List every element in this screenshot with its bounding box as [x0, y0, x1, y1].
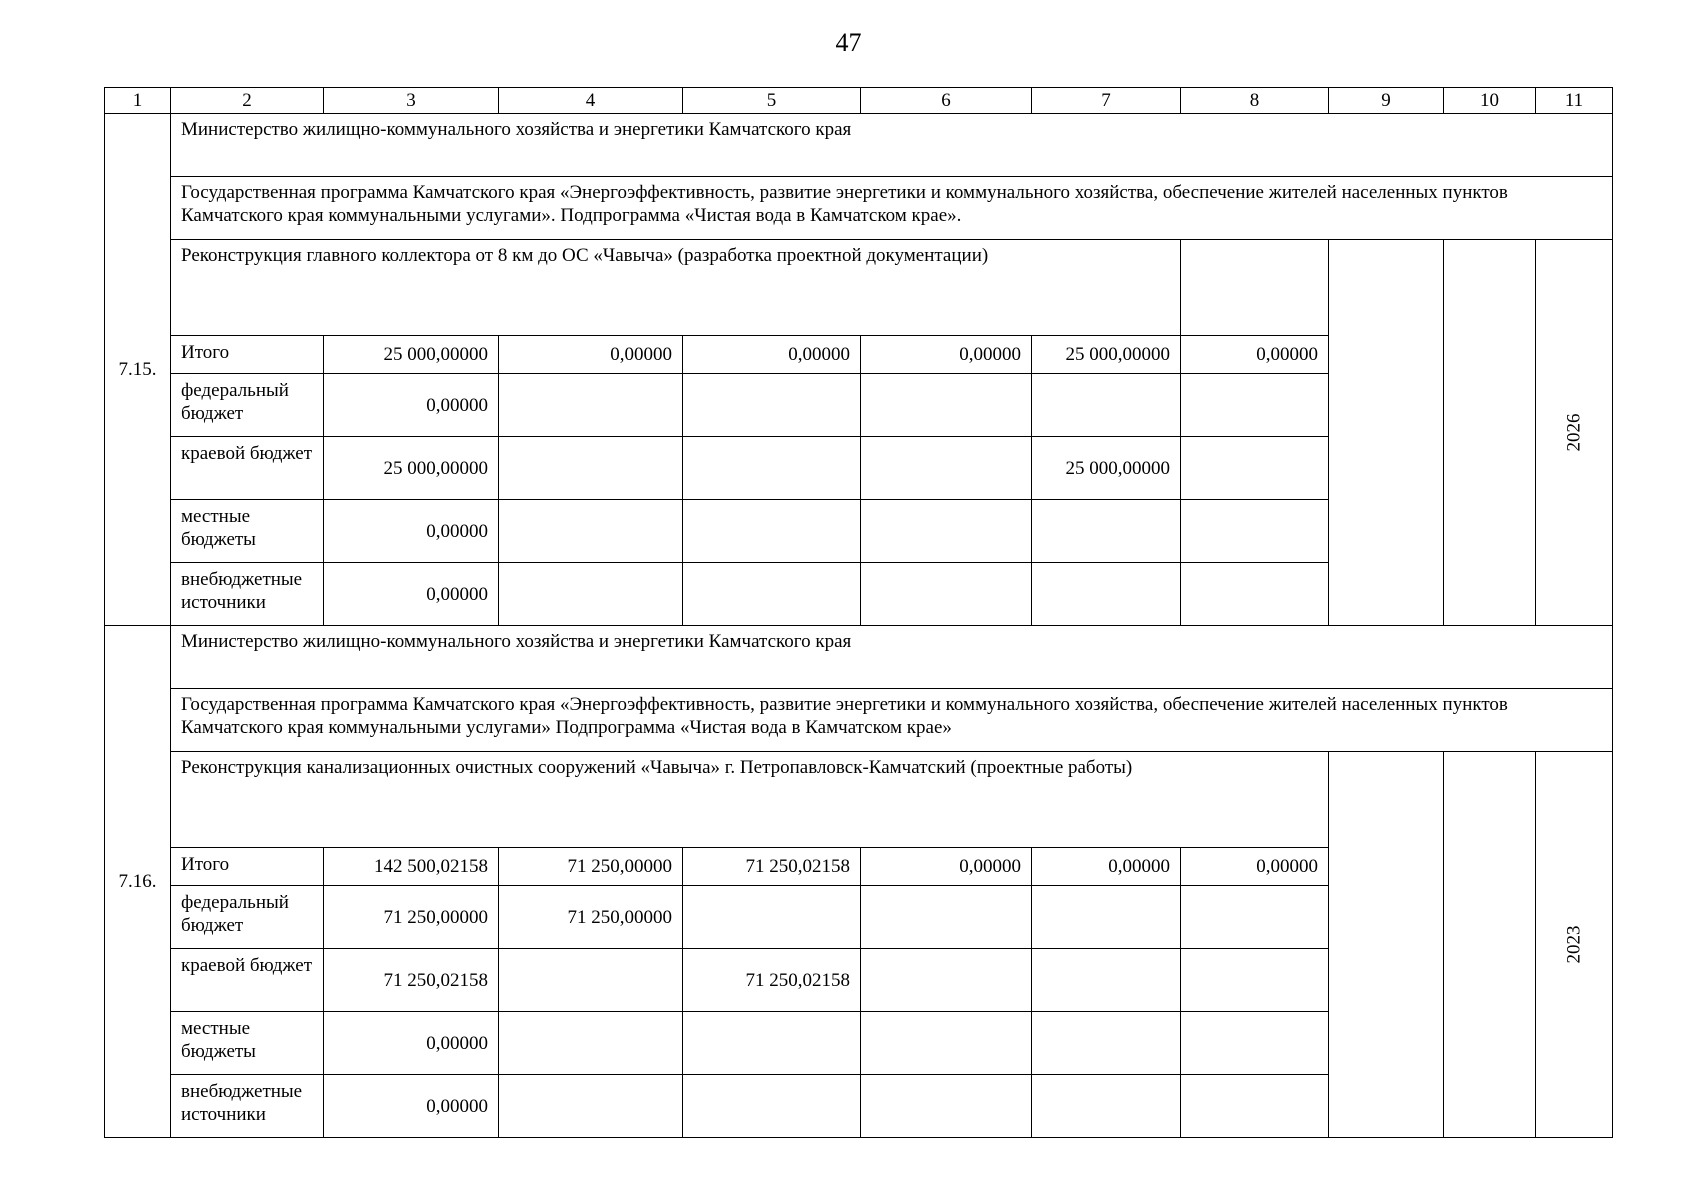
- column-header: 4: [499, 88, 683, 114]
- budget-table: [104, 87, 1613, 1138]
- entry-program-row: [105, 689, 1613, 752]
- value-cell: 71 250,02158: [683, 949, 861, 1012]
- row-label: внебюджетные источники: [171, 1075, 324, 1138]
- value-cell: 71 250,00000: [499, 886, 683, 949]
- value-cell: [1181, 949, 1329, 1012]
- row-label: Итого: [171, 848, 324, 886]
- row-label: Итого: [171, 336, 324, 374]
- value-cell: 71 250,02158: [683, 848, 861, 886]
- value-cell: [1032, 949, 1181, 1012]
- column-header: 8: [1181, 88, 1329, 114]
- value-cell: 71 250,02158: [324, 949, 499, 1012]
- column-header: 9: [1329, 88, 1444, 114]
- row-label: местные бюджеты: [171, 500, 324, 563]
- value-cell: 0,00000: [499, 336, 683, 374]
- column-header: 11: [1536, 88, 1613, 114]
- value-cell: [683, 1012, 861, 1075]
- page-number: 47: [835, 28, 862, 57]
- value-cell: [861, 374, 1032, 437]
- value-cell: [499, 437, 683, 500]
- entry-year: [1536, 752, 1613, 1138]
- value-cell: [861, 437, 1032, 500]
- column-header: 5: [683, 88, 861, 114]
- value-cell: [499, 563, 683, 626]
- value-cell: 25 000,00000: [1032, 336, 1181, 374]
- entry-number: 7.16.: [105, 626, 171, 1138]
- column-header-row: [105, 88, 1613, 114]
- entry-ministry-row: [105, 114, 1613, 177]
- entry-program: Государственная программа Камчатского края «Энергоэффективность, развитие энергетики и коммунального хозяйства, обеспечение жителей населенных пунктов Камчатского края коммунальными услугами» Подпрограмма «Чистая вода в Камчатском крае»: [171, 689, 1613, 752]
- value-cell: [683, 374, 861, 437]
- column-header: 3: [324, 88, 499, 114]
- value-cell: 0,00000: [683, 336, 861, 374]
- value-cell: 0,00000: [1181, 848, 1329, 886]
- value-cell: [683, 1075, 861, 1138]
- entry-project: Реконструкция канализационных очистных сооружений «Чавыча» г. Петропавловск-Камчатский (проектные работы): [171, 752, 1329, 848]
- value-cell: [861, 1075, 1032, 1138]
- value-cell: 25 000,00000: [1032, 437, 1181, 500]
- value-cell: [1181, 563, 1329, 626]
- row-label: внебюджетные источники: [171, 563, 324, 626]
- value-cell: [683, 563, 861, 626]
- entry-ministry: Министерство жилищно-коммунального хозяйства и энергетики Камчатского края: [171, 626, 1613, 689]
- row-label: краевой бюджет: [171, 949, 324, 1012]
- entry-project: Реконструкция главного коллектора от 8 км до ОС «Чавыча» (разработка проектной документации): [171, 240, 1181, 336]
- value-cell: [1032, 1075, 1181, 1138]
- empty-cell: [1329, 240, 1444, 626]
- value-cell: [1181, 500, 1329, 563]
- value-cell: 25 000,00000: [324, 437, 499, 500]
- value-cell: [499, 500, 683, 563]
- empty-cell: [1181, 240, 1329, 336]
- row-label: местные бюджеты: [171, 1012, 324, 1075]
- empty-cell: [1329, 752, 1444, 1138]
- value-cell: 71 250,00000: [499, 848, 683, 886]
- row-label: краевой бюджет: [171, 437, 324, 500]
- value-cell: [499, 949, 683, 1012]
- value-cell: [499, 1012, 683, 1075]
- column-header: 1: [105, 88, 171, 114]
- value-cell: [1032, 563, 1181, 626]
- entry-project-row: [105, 752, 1613, 848]
- value-cell: [861, 886, 1032, 949]
- value-cell: 25 000,00000: [324, 336, 499, 374]
- value-cell: 0,00000: [1181, 336, 1329, 374]
- value-cell: [683, 886, 861, 949]
- entry-number: 7.15.: [105, 114, 171, 626]
- entry-year: [1536, 240, 1613, 626]
- value-cell: 0,00000: [861, 336, 1032, 374]
- value-cell: [1181, 1012, 1329, 1075]
- value-cell: 0,00000: [861, 848, 1032, 886]
- value-cell: 142 500,02158: [324, 848, 499, 886]
- row-label: федеральный бюджет: [171, 886, 324, 949]
- value-cell: [683, 437, 861, 500]
- value-cell: 0,00000: [324, 374, 499, 437]
- value-cell: [861, 563, 1032, 626]
- value-cell: [861, 1012, 1032, 1075]
- value-cell: [861, 500, 1032, 563]
- column-header: 6: [861, 88, 1032, 114]
- value-cell: [683, 500, 861, 563]
- value-cell: [1032, 374, 1181, 437]
- value-cell: [1181, 886, 1329, 949]
- entry-year-text: 2026: [1563, 413, 1585, 452]
- value-cell: [1032, 500, 1181, 563]
- value-cell: [1032, 1012, 1181, 1075]
- value-cell: [499, 1075, 683, 1138]
- value-cell: 0,00000: [324, 1012, 499, 1075]
- entry-ministry-row: [105, 626, 1613, 689]
- value-cell: 0,00000: [324, 563, 499, 626]
- value-cell: 0,00000: [324, 500, 499, 563]
- entry-year-text: 2023: [1563, 925, 1585, 964]
- value-cell: [499, 374, 683, 437]
- entry-project-row: [105, 240, 1613, 336]
- value-cell: 0,00000: [324, 1075, 499, 1138]
- column-header: 2: [171, 88, 324, 114]
- value-cell: [1181, 437, 1329, 500]
- value-cell: [1032, 886, 1181, 949]
- value-cell: [1181, 374, 1329, 437]
- entry-ministry: Министерство жилищно-коммунального хозяйства и энергетики Камчатского края: [171, 114, 1613, 177]
- entry-program: Государственная программа Камчатского края «Энергоэффективность, развитие энергетики и коммунального хозяйства, обеспечение жителей населенных пунктов Камчатского края коммунальными услугами». Подпрограмма «Чистая вода в Камчатском крае».: [171, 177, 1613, 240]
- empty-cell: [1444, 240, 1536, 626]
- column-header: 10: [1444, 88, 1536, 114]
- row-label: федеральный бюджет: [171, 374, 324, 437]
- entry-program-row: [105, 177, 1613, 240]
- value-cell: 71 250,00000: [324, 886, 499, 949]
- value-cell: [1181, 1075, 1329, 1138]
- value-cell: [861, 949, 1032, 1012]
- value-cell: 0,00000: [1032, 848, 1181, 886]
- column-header: 7: [1032, 88, 1181, 114]
- empty-cell: [1444, 752, 1536, 1138]
